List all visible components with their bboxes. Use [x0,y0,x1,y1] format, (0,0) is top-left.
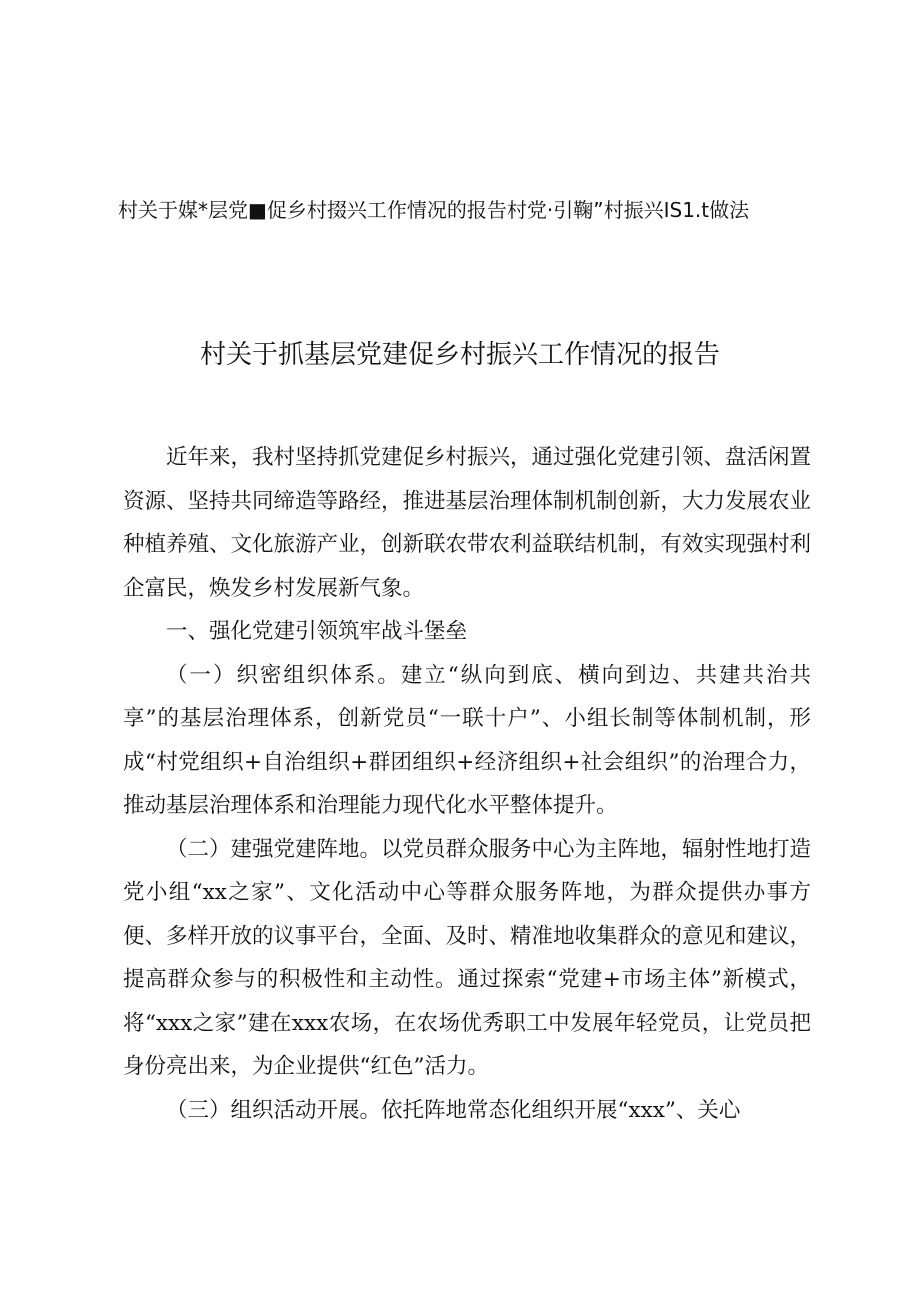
paragraph-party-base: （二）建强党建阵地。以党员群众服务中心为主阵地，辐射性地打造党小组“xx之家”、文化活动中心等群众服务阵地，为群众提供办事方便、多样开放的议事平台，全面、及时、精准地收集群众的意见和建议，提高群众参与的积极性和主动性。通过探索“党建+市场主体”新模式，将“xxx之家”建在xxx农场，在农场优秀职工中发展年轻党员，让党员把身份亮出来，为企业提供“红色”活力。 [123,836,812,1079]
document-body [123,436,811,1132]
document-title: 村关于抓基层党建促乡村振兴工作情况的报告 [199,340,720,370]
document-header-line: 村关于媒*层党■促乡村掇兴工作情况的报告村党·引鞠”村振兴IS1.t做法 [118,198,750,222]
section-heading-1: 一、强化党建引领筑牢战斗堡垒 [166,619,468,644]
paragraph-organization-system: （一）织密组织体系。建立“纵向到底、横向到边、共建共治共享”的基层治理体系，创新党员“一联十户”、小组长制等体制机制，形成“村党组织+自治组织+群团组织+经济组织+社会组织”的治理合力，推动基层治理体系和治理能力现代化水平整体提升。 [123,662,811,818]
paragraph-intro: 近年来，我村坚持抓党建促乡村振兴，通过强化党建引领、盘活闲置资源、坚持共同缔造等路经，推进基层治理体制机制创新，大力发展农业种植养殖、文化旅游产业，创新联农带农利益联结机制，有效实现强村利企富民，焕发乡村发展新气象。 [123,445,812,601]
paragraph-activities: （三）组织活动开展。依托阵地常态化组织开展“xxx”、关心 [166,1097,741,1123]
